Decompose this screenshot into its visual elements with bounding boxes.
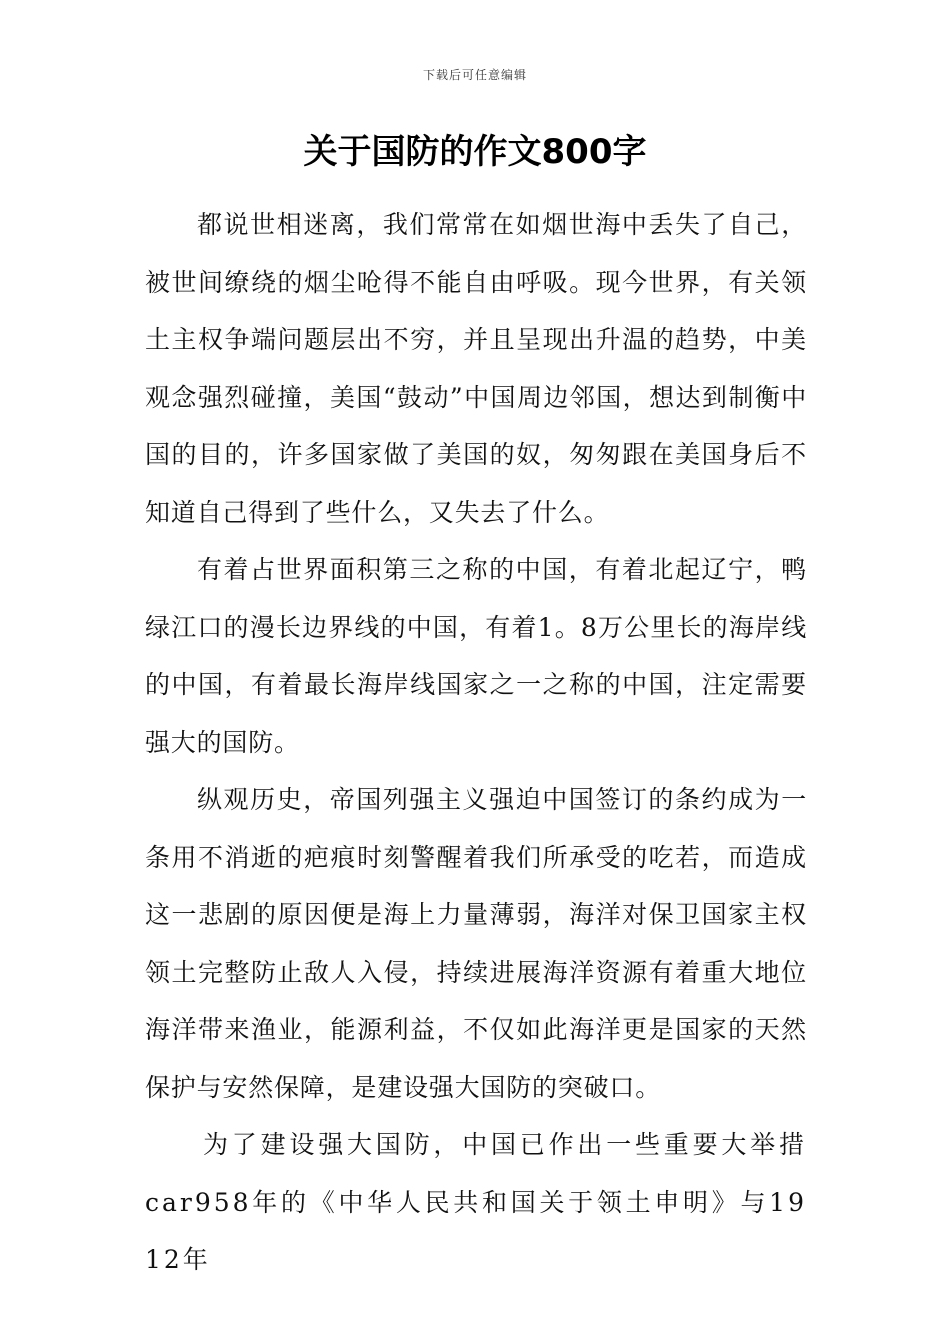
paragraph-4: 为了建设强大国防，中国已作出一些重要大举措car958年的《中华人民共和国关于领土申明》与1912年 xyxy=(145,1130,807,1274)
paragraph-2: 有着占世界面积第三之称的中国，有着北起辽宁，鸭绿江口的漫长边界线的中国，有着1。8万公里长的海岸线的中国，有着最长海岸线国家之一之称的中国，注定需要强大的国防。 xyxy=(145,555,807,757)
header-note: 下载后可任意编辑 xyxy=(422,68,527,82)
paragraph-1: 都说世相迷离，我们常常在如烟世海中丢失了自己，被世间缭绕的烟尘呛得不能自由呼吸。现今世界，有关领土主权争端问题层出不穷，并且呈现出升温的趋势，中美观念强烈碰撞，美国“鼓动”中国周边邻国，想达到制衡中国的目的，许多国家做了美国的奴，匆匆跟在美国身后不知道自己得到了些什么，又失去了什么。 xyxy=(145,210,807,527)
paragraph-3: 纵观历史，帝国列强主义强迫中国签订的条约成为一条用不消逝的疤痕时刻警醒着我们所承受的吃若，而造成这一悲剧的原因便是海上力量薄弱，海洋对保卫国家主权领土完整防止敌人入侵，持续进展海洋资源有着重大地位海洋带来渔业，能源利益，不仅如此海洋更是国家的天然保护与安然保障，是建设强大国防的突破口。 xyxy=(145,785,807,1102)
page-title: 关于国防的作文800字 xyxy=(303,132,647,172)
document-body xyxy=(145,196,807,1289)
